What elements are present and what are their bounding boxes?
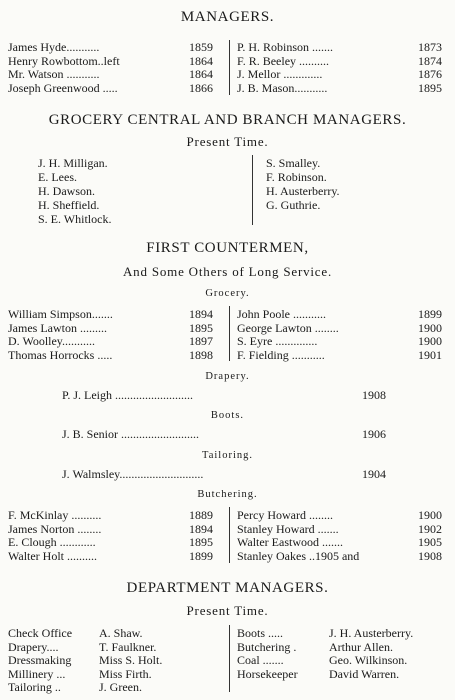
department-name: Coal ....... [237,653,284,667]
boots-entry-year: 1906 [362,427,386,441]
department-name: Dressmaking [8,653,72,667]
department-manager: Miss S. Holt. [99,653,163,667]
entry-year: 1894 [189,307,213,321]
entry-name: Henry Rowbottom..left [8,53,120,68]
list-item: H. Austerberry. [266,184,340,198]
entry-year: 1899 [189,548,213,563]
column-divider [229,625,230,692]
entry-name: S. Eyre .............. [237,334,318,348]
department-manager: T. Faulkner. [99,639,157,654]
entry-name: Walter Holt .......... [8,548,98,563]
tailoring-label: Tailoring. [202,450,253,461]
entry-name: George Lawton ........ [237,320,339,335]
entry-year: 1900 [418,334,442,348]
department-name: Check Office [8,626,73,640]
entry-name: Joseph Greenwood ..... [8,80,118,95]
department-name: Horsekeeper [237,666,298,681]
drapery-label: Drapery. [205,371,250,382]
department-manager: Geo. Wilkinson. [329,653,408,667]
drapery-entry-year: 1908 [362,388,386,402]
list-item: J. H. Milligan. [38,156,108,170]
countermen-heading: FIRST COUNTERMEN, [146,240,309,256]
entry-name: Stanley Oakes ..1905 and [237,548,360,563]
entry-year: 1864 [189,53,213,68]
entry-name: J. B. Mason........... [237,80,328,95]
entry-year: 1889 [189,508,213,522]
entry-name: F. Fielding ........... [237,347,325,362]
list-item: S. E. Whitlock. [38,212,112,226]
department-heading: DEPARTMENT MANAGERS. [126,580,329,596]
entry-name: Walter Eastwood ....... [237,535,344,549]
entry-year: 1866 [189,80,213,95]
department-name: Boots ..... [237,626,284,640]
entry-year: 1895 [418,80,442,95]
drapery-entry-name: P. J. Leigh .......................... [62,388,194,402]
department-manager: David Warren. [329,666,400,681]
entry-year: 1898 [189,347,213,362]
entry-year: 1859 [189,40,213,54]
entry-year: 1894 [189,521,213,536]
entry-year: 1874 [418,53,442,68]
entry-year: 1876 [418,67,442,81]
grocery-central-subheading: Present Time. [186,134,269,149]
department-name: Butchering . [237,639,297,654]
boots-label: Boots. [210,410,245,421]
entry-name: P. H. Robinson ....... [237,40,334,54]
column-divider [229,40,230,95]
entry-name: William Simpson....... [8,307,113,321]
department-manager: J. H. Austerberry. [329,626,414,640]
entry-name: F. McKinlay .......... [8,508,102,522]
countermen-subheading: And Some Others of Long Service. [122,264,332,279]
entry-name: Thomas Horrocks ..... [8,347,113,362]
department-name: Tailoring .. [8,680,61,694]
list-item: F. Robinson. [266,170,327,184]
entry-name: James Lawton ......... [8,320,107,335]
entry-name: John Poole ........... [237,307,327,321]
list-item: H. Dawson. [38,184,95,198]
entry-year: 1900 [418,320,442,335]
entry-year: 1897 [189,334,213,348]
grocery-central-heading: GROCERY CENTRAL AND BRANCH MANAGERS. [48,112,407,128]
entry-year: 1905 [418,535,442,549]
list-item: E. Lees. [38,170,77,184]
boots-entry-name: J. B. Senior .......................... [62,427,200,441]
butchering-label: Butchering. [197,489,258,500]
list-item: H. Sheffield. [38,198,100,212]
column-divider [229,507,230,563]
entry-year: 1895 [189,320,213,335]
department-subheading: Present Time. [186,603,269,618]
grocery-label: Grocery. [205,288,250,299]
department-manager: A. Shaw. [99,626,143,640]
column-divider [229,306,230,361]
entry-name: James Hyde........... [8,40,100,54]
entry-year: 1901 [418,347,442,362]
list-item: G. Guthrie. [266,198,321,212]
entry-name: Mr. Watson ........... [8,67,100,81]
entry-year: 1900 [418,508,442,522]
department-name: Millinery ... [8,666,66,681]
entry-name: J. Mellor ............. [237,67,323,81]
entry-name: E. Clough ............ [8,535,96,549]
list-item: S. Smalley. [266,156,321,170]
entry-name: Stanley Howard ....... [237,521,339,536]
entry-year: 1864 [189,67,213,81]
entry-year: 1908 [418,548,442,563]
entry-year: 1873 [418,40,442,54]
tailoring-entry-year: 1904 [362,467,386,481]
department-name: Drapery.... [8,639,59,654]
entry-year: 1899 [418,307,442,321]
entry-name: D. Woolley........... [8,334,96,348]
entry-name: F. R. Beeley .......... [237,53,330,68]
tailoring-entry-name: J. Walmsley............................ [62,467,204,481]
column-divider [252,155,253,225]
department-manager: J. Green. [99,680,142,694]
entry-name: Percy Howard ........ [237,508,333,522]
entry-year: 1902 [418,521,442,536]
department-manager: Arthur Allen. [329,639,393,654]
entry-name: James Norton ........ [8,521,102,536]
entry-year: 1895 [189,535,213,549]
department-manager: Miss Firth. [99,666,152,681]
managers-heading: MANAGERS. [180,9,275,25]
